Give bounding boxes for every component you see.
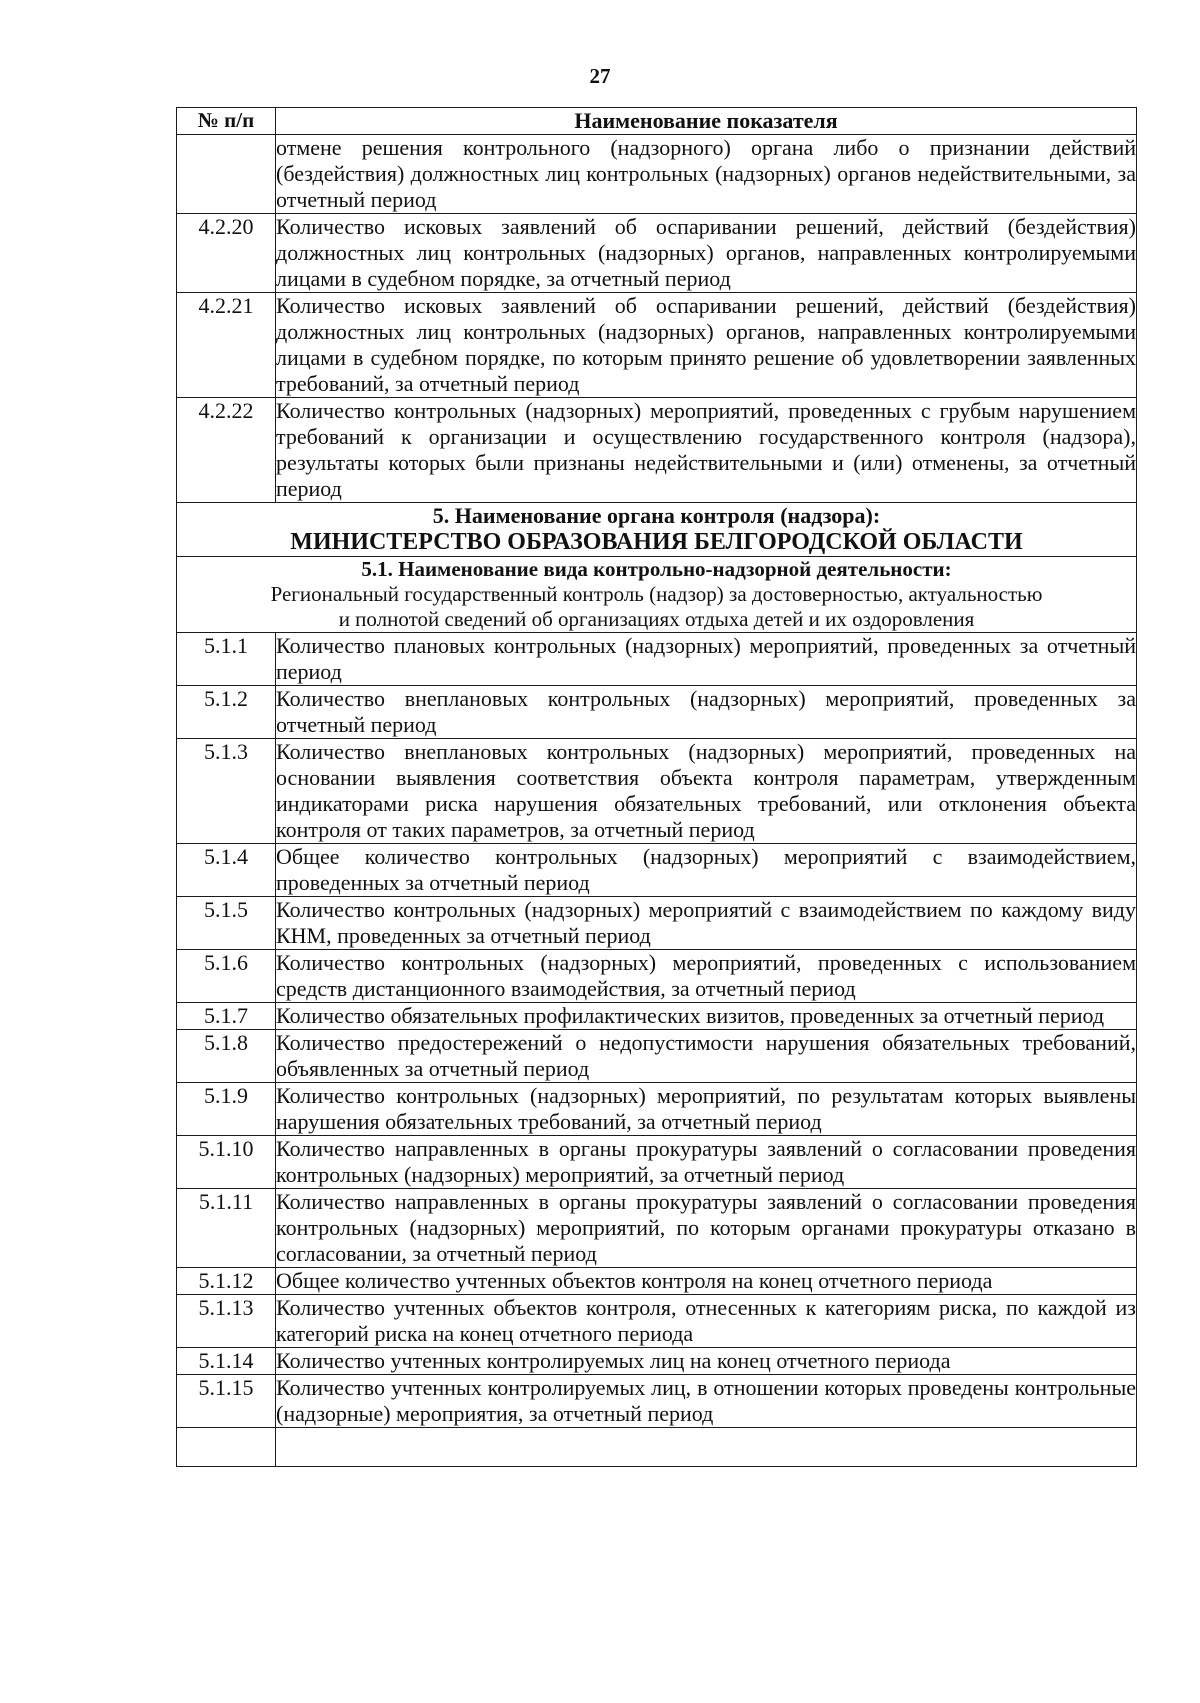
row-number: 5.1.3 [177, 739, 276, 844]
table-row [177, 1295, 1137, 1348]
row-number: 5.1.15 [177, 1375, 276, 1428]
table-row [177, 1003, 1137, 1030]
indicator-name: Количество контрольных (надзорных) мероприятий, по результатам которых выявлены нарушения обязательных требований, за отчетный период [276, 1083, 1136, 1134]
row-number: 4.2.20 [177, 214, 276, 293]
row-number: 5.1.11 [177, 1189, 276, 1268]
table-body-section-5 [177, 633, 1137, 1428]
row-number: 5.1.1 [177, 633, 276, 686]
row-number: 5.1.2 [177, 686, 276, 739]
table-row [177, 633, 1137, 686]
table-row [177, 686, 1137, 739]
row-number: 5.1.4 [177, 844, 276, 897]
row-number: 5.1.7 [177, 1003, 276, 1030]
row-number: 5.1.6 [177, 950, 276, 1003]
empty-row [177, 1428, 1137, 1467]
row-number: 5.1.12 [177, 1268, 276, 1295]
indicator-name: Общее количество контрольных (надзорных) мероприятий с взаимодействием, проведенных за отчетный период [276, 844, 1136, 895]
row-number: 5.1.10 [177, 1136, 276, 1189]
indicators-table [176, 107, 1137, 1467]
indicator-name: Количество учтенных объектов контроля, отнесенных к категориям риска, по каждой из категорий риска на конец отчетного периода [276, 1295, 1136, 1346]
indicator-name: Количество предостережений о недопустимости нарушения обязательных требований, объявленных за отчетный период [276, 1030, 1136, 1081]
indicator-name: Количество контрольных (надзорных) мероприятий с взаимодействием по каждому виду КНМ, проведенных за отчетный период [276, 897, 1136, 948]
table-body-trailing [177, 1428, 1137, 1467]
table-row [177, 1030, 1137, 1083]
row-number: 5.1.8 [177, 1030, 276, 1083]
table-row [177, 1189, 1137, 1268]
section-heading-row [177, 503, 1137, 557]
section-title: 5. Наименование органа контроля (надзора): [432, 503, 881, 528]
column-header-name: Наименование показателя [276, 108, 1137, 135]
table-body-section-4 [177, 135, 1137, 503]
indicator-name: Количество учтенных контролируемых лиц, в отношении которых проведены контрольные (надзорные) мероприятия, за отчетный период [276, 1375, 1136, 1426]
row-number: 5.1.14 [177, 1348, 276, 1375]
page-number: 27 [589, 64, 611, 88]
table-row [177, 135, 1137, 214]
table-row [177, 739, 1137, 844]
indicator-name: Количество исковых заявлений об оспаривании решений, действий (бездействия) должностных лиц контрольных (надзорных) органов, направленных контролируемыми лицами в судебном порядке, по которым принято решение об удовлетворении заявленных требований, за отчетный период [276, 293, 1136, 396]
row-number: 4.2.22 [177, 398, 276, 503]
table-row [177, 1268, 1137, 1295]
indicator-name: Общее количество учтенных объектов контроля на конец отчетного периода [276, 1268, 1137, 1295]
table-row [177, 398, 1137, 503]
indicator-name: Количество учтенных контролируемых лиц на конец отчетного периода [276, 1348, 1137, 1375]
table-row [177, 1136, 1137, 1189]
indicator-name: отмене решения контрольного (надзорного) органа либо о признании действий (бездействия) должностных лиц контрольных (надзорных) органов недействительными, за отчетный период [276, 135, 1136, 212]
indicator-name: Количество внеплановых контрольных (надзорных) мероприятий, проведенных за отчетный период [276, 686, 1136, 737]
row-number [177, 135, 276, 214]
table-row [177, 897, 1137, 950]
subsection-heading-row [177, 557, 1137, 633]
table-row [177, 1083, 1137, 1136]
table-row [177, 950, 1137, 1003]
row-number: 5.1.5 [177, 897, 276, 950]
row-number: 5.1.13 [177, 1295, 276, 1348]
table-header [177, 108, 1137, 135]
table-body-section-5-heading [177, 503, 1137, 633]
subsection-description-line-1: Региональный государственный контроль (надзор) за достоверностью, актуальностью [270, 582, 1043, 606]
table-row [177, 844, 1137, 897]
table-row [177, 214, 1137, 293]
indicator-name: Количество плановых контрольных (надзорных) мероприятий, проведенных за отчетный период [276, 633, 1136, 684]
section-heading-cell [177, 503, 1137, 557]
row-number: 4.2.21 [177, 293, 276, 398]
indicator-name: Количество направленных в органы прокуратуры заявлений о согласовании проведения контрольных (надзорных) мероприятий, по которым органами прокуратуры отказано в согласовании, за отчетный период [276, 1189, 1136, 1266]
table-row [177, 1348, 1137, 1375]
empty-cell [177, 1428, 276, 1467]
table-row [177, 1375, 1137, 1428]
column-header-number: № п/п [177, 108, 276, 135]
table-row [177, 293, 1137, 398]
subsection-description-line-2: и полнотой сведений об организациях отдыха детей и их оздоровления [338, 607, 975, 631]
indicator-name: Количество контрольных (надзорных) мероприятий, проведенных с использованием средств дистанционного взаимодействия, за отчетный период [276, 950, 1136, 1001]
indicator-name: Количество обязательных профилактических визитов, проведенных за отчетный период [276, 1003, 1137, 1030]
subsection-title: 5.1. Наименование вида контрольно-надзорной деятельности: [361, 557, 952, 581]
indicator-name: Количество контрольных (надзорных) мероприятий, проведенных с грубым нарушением требований к организации и осуществлению государственного контроля (надзора), результаты которых были признаны недействительными и (или) отменены, за отчетный период [276, 398, 1136, 501]
indicator-name: Количество направленных в органы прокуратуры заявлений о согласовании проведения контрольных (надзорных) мероприятий, за отчетный период [276, 1136, 1136, 1187]
row-number: 5.1.9 [177, 1083, 276, 1136]
organization-name: МИНИСТЕРСТВО ОБРАЗОВАНИЯ БЕЛГОРОДСКОЙ ОБЛАСТИ [290, 529, 1023, 555]
indicator-name: Количество исковых заявлений об оспаривании решений, действий (бездействия) должностных лиц контрольных (надзорных) органов, направленных контролируемыми лицами в судебном порядке, за отчетный период [276, 214, 1136, 291]
empty-cell [276, 1428, 1137, 1467]
subsection-heading-cell [177, 557, 1137, 633]
indicator-name: Количество внеплановых контрольных (надзорных) мероприятий, проведенных на основании выявления соответствия объекта контроля параметрам, утвержденным индикаторами риска нарушения обязательных требований, или отклонения объекта контроля от таких параметров, за отчетный период [276, 739, 1136, 842]
